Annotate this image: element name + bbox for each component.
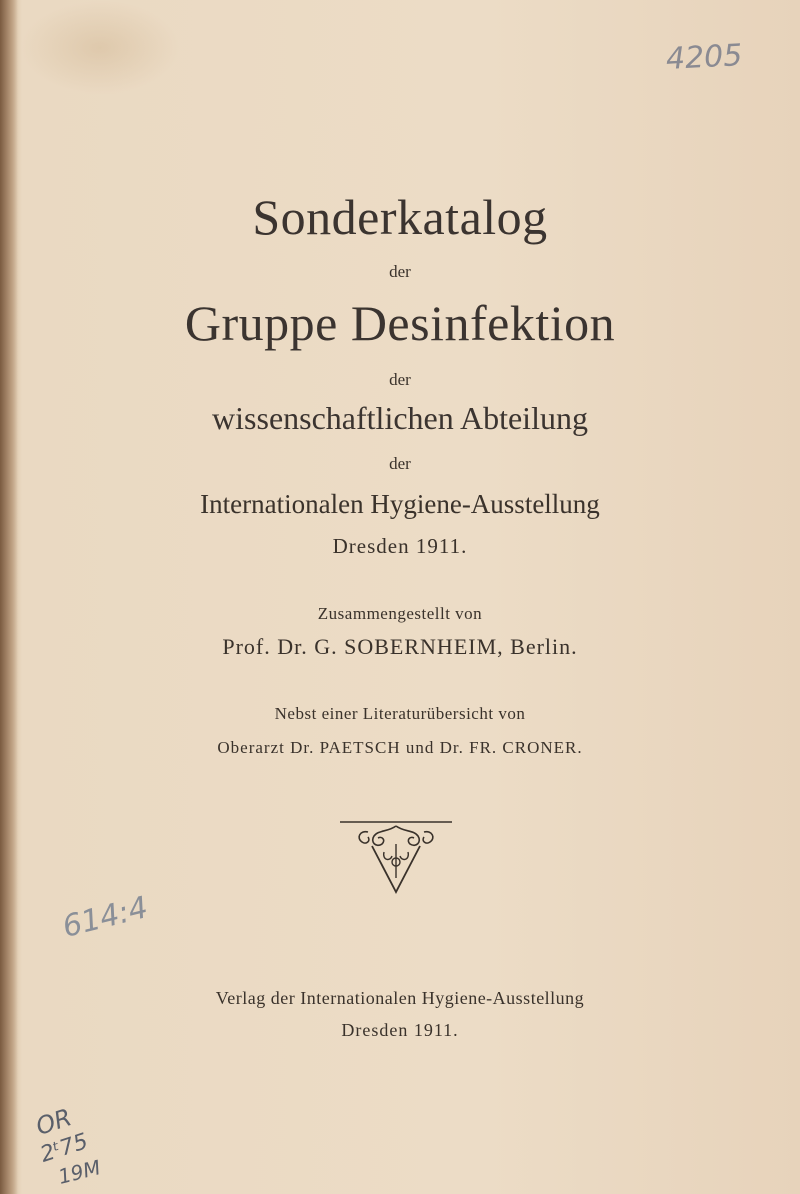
catalog-title: Sonderkatalog — [252, 189, 548, 245]
contributors-line: Oberarzt Dr. PAETSCH und Dr. FR. CRONER. — [217, 738, 583, 757]
connector-der-2: der — [389, 370, 411, 389]
spine-edge — [0, 0, 18, 1194]
handwritten-shelf-mark: 614:4 — [59, 890, 152, 945]
group-title: Gruppe Desinfektion — [184, 295, 616, 351]
handwritten-library-mark-3: 19M — [55, 1155, 103, 1189]
ornament-icon — [338, 818, 454, 896]
handwritten-library-mark-1: OR — [32, 1103, 76, 1141]
connector-der-3: der — [389, 454, 411, 473]
compiled-by-label: Zusammengestellt von — [317, 604, 483, 623]
handwritten-library-mark-2: 2ᵗ75 — [37, 1129, 92, 1168]
paper-stain — [20, 0, 180, 95]
supplement-line: Nebst einer Literaturübersicht von — [274, 704, 526, 723]
publisher-place-year: Dresden 1911. — [341, 1020, 459, 1040]
connector-der-1: der — [389, 262, 411, 281]
department-title: wissenschaftlichen Abteilung — [212, 400, 588, 436]
publisher-line: Verlag der Internationalen Hygiene-Ausstellung — [215, 988, 585, 1008]
exhibition-title: Internationalen Hygiene-Ausstellung — [200, 489, 600, 519]
author-line: Prof. Dr. G. SOBERNHEIM, Berlin. — [222, 634, 578, 659]
handwritten-accession-number: 4205 — [665, 38, 744, 77]
place-year: Dresden 1911. — [332, 534, 468, 558]
